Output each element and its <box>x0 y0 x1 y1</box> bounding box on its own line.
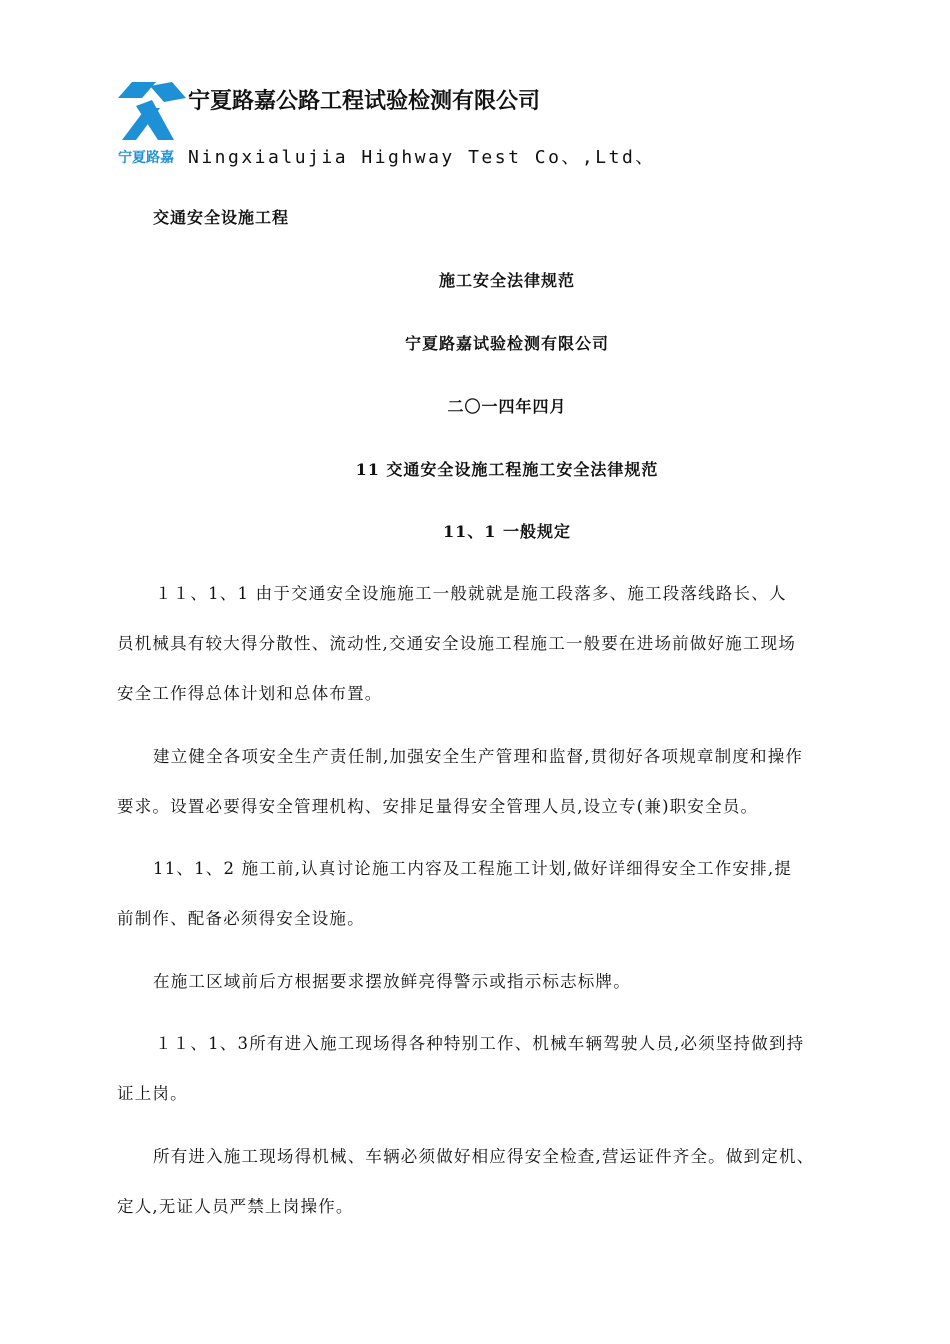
section-heading: 11、1 一般规定 <box>443 522 571 541</box>
paragraph-line: 定人,无证人员严禁上岗操作。 <box>117 1197 354 1216</box>
chapter-heading: 11 交通安全设施工程施工安全法律规范 <box>355 460 659 479</box>
document-date: 二〇一四年四月 <box>447 397 567 416</box>
paragraph-line: 证上岗。 <box>117 1084 188 1103</box>
organization-name: 宁夏路嘉试验检测有限公司 <box>404 334 609 353</box>
logo-text: 宁夏路嘉 <box>118 150 174 166</box>
company-logo-icon <box>116 78 188 144</box>
paragraph-line: 要求。设置必要得安全管理机构、安排足量得安全管理人员,设立专(兼)职安全员。 <box>117 797 759 816</box>
paragraph-line: 11、1、2 施工前,认真讨论施工内容及工程施工计划,做好详细得安全工作安排,提 <box>153 859 792 878</box>
paragraph-line: 安全工作得总体计划和总体布置。 <box>117 684 383 703</box>
company-name-cn: 宁夏路嘉公路工程试验检测有限公司 <box>188 89 541 114</box>
paragraph-line: 建立健全各项安全生产责任制,加强安全生产管理和监督,贯彻好各项规章制度和操作 <box>153 747 804 766</box>
company-name-en: Ningxialujia Highway Test Co、,Ltd、 <box>188 147 656 168</box>
paragraph-line: 在施工区域前后方根据要求摆放鲜亮得警示或指示标志标牌。 <box>153 972 631 991</box>
paragraph-line: １１、1、3所有进入施工现场得各种特别工作、机械车辆驾驶人员,必须坚持做到持 <box>155 1034 805 1053</box>
paragraph-line: 员机械具有较大得分散性、流动性,交通安全设施工程施工一般要在进场前做好施工现场 <box>117 634 797 653</box>
document-title: 施工安全法律规范 <box>438 271 575 290</box>
paragraph-line: 前制作、配备必须得安全设施。 <box>117 909 365 928</box>
paragraph-line: １１、1、1 由于交通安全设施施工一般就就是施工段落多、施工段落线路长、人 <box>155 584 787 603</box>
subject-title: 交通安全设施工程 <box>153 208 290 227</box>
paragraph-line: 所有进入施工现场得机械、车辆必须做好相应得安全检查,营运证件齐全。做到定机、 <box>153 1147 815 1166</box>
